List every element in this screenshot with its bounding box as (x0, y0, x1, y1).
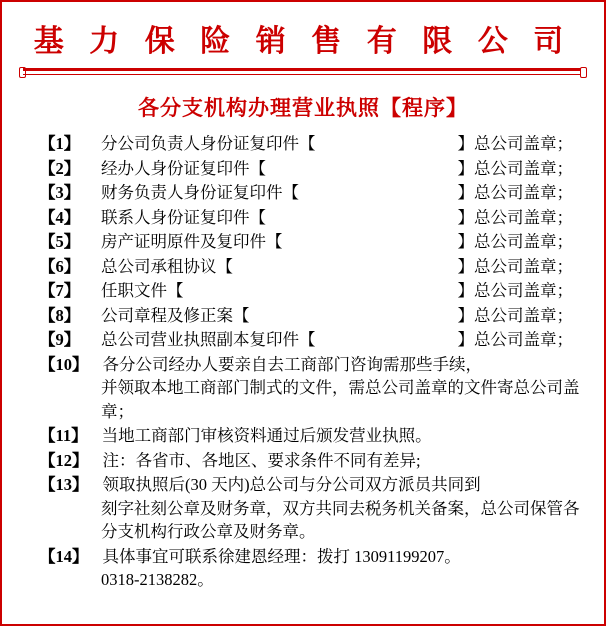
item-number: 【1】 (39, 134, 81, 153)
item-tail: 】总公司盖章； (457, 281, 573, 300)
item-text: 注：各省市、各地区、要求条件不同有差异; (102, 450, 421, 470)
procedure-list (25, 132, 581, 592)
item-number: 【12】 (39, 450, 89, 470)
list-item (39, 181, 581, 205)
list-item (39, 304, 581, 328)
item-continuation: 0318-2138282。 (101, 570, 214, 589)
divider-right-cap (580, 67, 587, 78)
company-title: 基 力 保 险 销 售 有 限 公 司 (33, 25, 573, 58)
item-text: 分公司负责人身份证复印件【 (101, 134, 316, 153)
item-text: 房产证明原件及复印件【 (101, 232, 283, 251)
item-text: 总公司营业执照副本复印件【 (101, 330, 316, 349)
list-item (39, 157, 581, 181)
item-continuation: 刻字社刻公章及财务章，双方共同去税务机关备案，总公司保管各分支机构行政公章及财务章。 (101, 498, 580, 541)
decorative-divider (23, 68, 583, 78)
list-item (39, 230, 581, 254)
item-tail: 】总公司盖章； (457, 158, 573, 178)
item-number: 【9】 (39, 330, 81, 349)
item-text: 总公司承租协议【 (101, 256, 233, 276)
list-item (39, 328, 581, 352)
item-tail: 】总公司盖章； (457, 232, 573, 251)
item-number: 【11】 (39, 426, 88, 445)
item-text: 财务负责人身份证复印件【 (101, 183, 299, 202)
item-number: 【2】 (39, 158, 81, 178)
item-continuation: 并领取本地工商部门制式的文件，需总公司盖章的文件寄总公司盖章； (101, 378, 580, 421)
item-number: 【14】 (39, 546, 89, 566)
item-tail: 】总公司盖章； (457, 207, 573, 227)
divider-thick-line (23, 68, 583, 71)
item-tail: 】总公司盖章； (457, 134, 573, 153)
item-text: 领取执照后(30 天内)总公司与分公司双方派员共同到 (102, 475, 481, 494)
list-item (39, 545, 581, 592)
document-title: 各分支机构办理营业执照【程序】 (138, 96, 468, 120)
list-item (39, 279, 581, 303)
item-text: 联系人身份证复印件【 (101, 207, 266, 227)
item-tail: 】总公司盖章； (457, 183, 573, 202)
list-item (39, 206, 581, 230)
item-tail: 】总公司盖章； (457, 305, 573, 325)
item-text: 公司章程及修正案【 (101, 305, 250, 325)
list-item (39, 473, 581, 544)
item-number: 【13】 (39, 475, 89, 494)
item-tail: 】总公司盖章； (457, 256, 573, 276)
item-tail: 】总公司盖章； (457, 330, 573, 349)
item-number: 【10】 (39, 354, 89, 374)
item-text: 具体事宜可联系徐建恩经理：拨打 13091199207。 (102, 546, 461, 566)
item-text: 任职文件【 (101, 281, 184, 300)
item-number: 【6】 (39, 256, 81, 276)
item-number: 【8】 (39, 305, 81, 325)
item-number: 【7】 (39, 281, 81, 300)
list-item (39, 424, 581, 448)
item-number: 【3】 (39, 183, 81, 202)
item-text: 各分公司经办人要亲自去工商部门咨询需那些手续， (102, 354, 482, 374)
list-item (39, 132, 581, 156)
item-text: 经办人身份证复印件【 (101, 158, 266, 178)
item-text: 当地工商部门审核资料通过后颁发营业执照。 (101, 426, 432, 445)
divider-thin-line (23, 74, 583, 75)
item-number: 【5】 (39, 232, 81, 251)
list-item (39, 449, 581, 473)
list-item (39, 255, 581, 279)
list-item (39, 353, 581, 424)
item-number: 【4】 (39, 207, 81, 227)
